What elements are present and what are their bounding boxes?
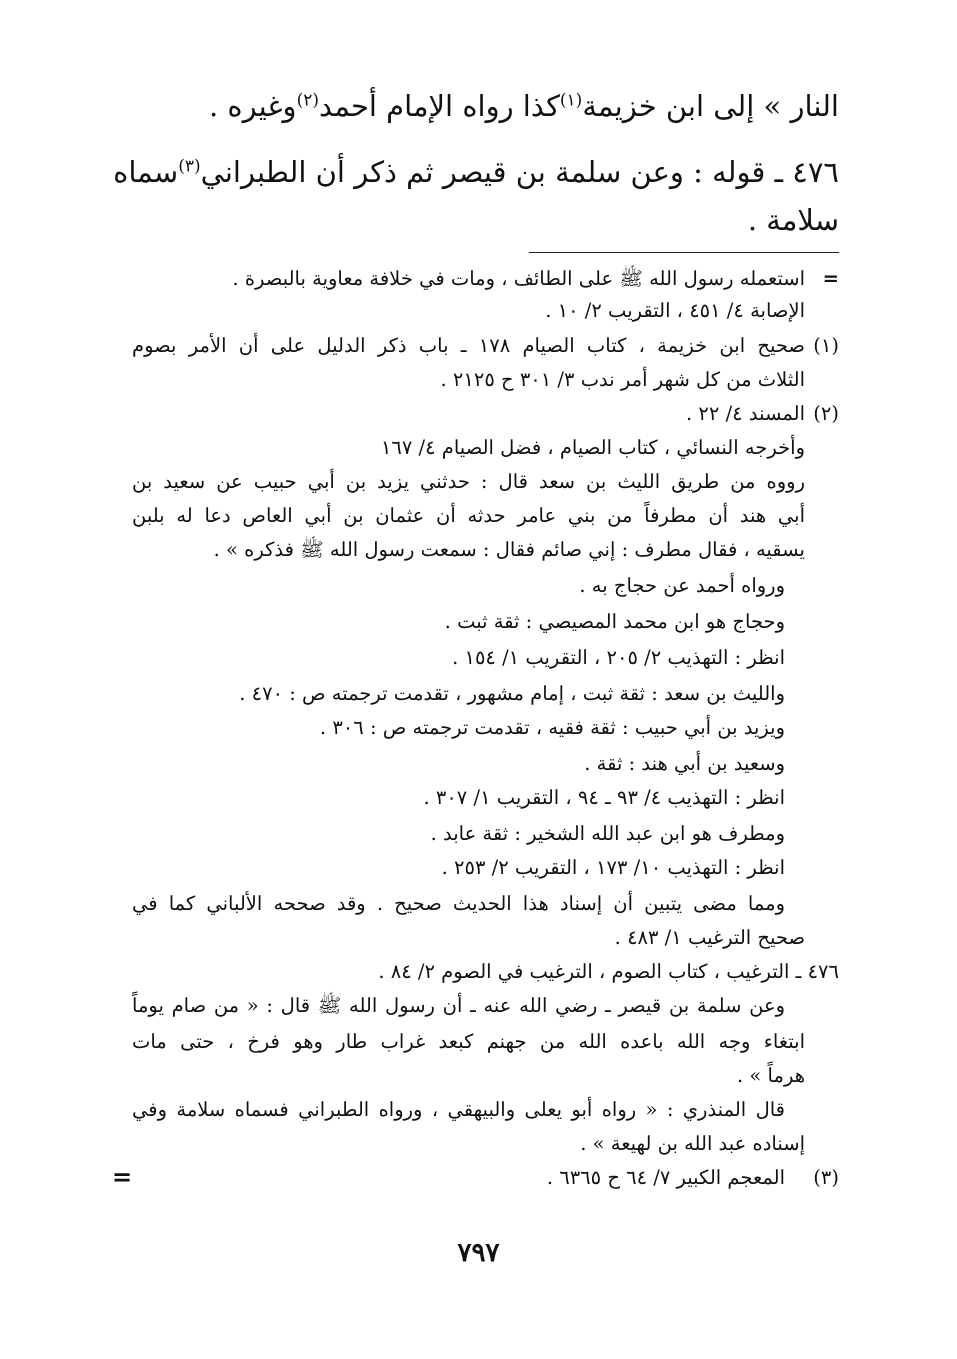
footnote-line: ويزيد بن أبي حبيب : ثقة فقيه ، تقدمت ترجمته ص : ٣٠٦ . bbox=[319, 716, 785, 739]
footnote-line: استعمله رسول الله ﷺ على الطائف ، ومات في خلافة معاوية بالبصرة . bbox=[232, 267, 805, 290]
footnote-line: انظر : التهذيب ٢/ ٢٠٥ ، التقريب ١/ ١٥٤ . bbox=[452, 646, 785, 669]
footnote-line: قال المنذري : « رواه أبو يعلى والبيهقي ، ورواه الطبراني فسماه سلامة وفي bbox=[132, 1098, 786, 1121]
footnote-line: أبي هند أن مطرفاً من بني عامر حدثه أن عثمان بن أبي العاص دعا له بلبن bbox=[132, 504, 805, 527]
footnote-line: انظر : التهذيب ٤/ ٩٣ ـ ٩٤ ، التقريب ١/ ٣٠٧ . bbox=[423, 786, 785, 809]
footnote-line: المعجم الكبير ٧/ ٦٤ ح ٦٣٦٥ . bbox=[546, 1166, 785, 1189]
main-text-segment: وغيره . bbox=[209, 89, 297, 123]
footnote-ref-3: (٣) bbox=[178, 156, 201, 177]
main-text-line-3: سلامة . bbox=[747, 203, 839, 237]
footnote-line: ومطرف هو ابن عبد الله الشخير : ثقة عابد . bbox=[430, 822, 785, 845]
main-text-line-2 bbox=[113, 152, 839, 192]
footnote-line: يسقيه ، فقال مطرف : إني صائم فقال : سمعت رسول الله ﷺ فذكره » . bbox=[213, 538, 805, 561]
footnote-line: هرماً » . bbox=[737, 1064, 805, 1087]
footnote-line: إسناده عبد الله بن لهيعة » . bbox=[580, 1132, 805, 1155]
footnote-line: ومما مضى يتبين أن إسناد هذا الحديث صحيح . وقد صححه الألباني كما في bbox=[132, 892, 785, 915]
footnote-separator bbox=[529, 252, 839, 253]
continuation-marker: = bbox=[822, 267, 839, 290]
continuation-next-marker: = bbox=[112, 1162, 133, 1191]
footnote-ref-2: (٢) bbox=[296, 90, 319, 111]
main-text-line-1 bbox=[209, 86, 839, 126]
footnote-line: رووه من طريق الليث بن سعد قال : حدثني يزيد بن أبي حبيب عن سعيد بن bbox=[132, 470, 805, 493]
footnote-line: المسند ٤/ ٢٢ . bbox=[686, 402, 805, 425]
footnote-line: صحيح ابن خزيمة ، كتاب الصيام ١٧٨ ـ باب ذكر الدليل على أن الأمر بصوم bbox=[132, 334, 805, 357]
page-number: ٧٩٧ bbox=[457, 1238, 500, 1268]
footnote-ref-1: (١) bbox=[559, 90, 583, 111]
footnote-number-2: (٢) bbox=[813, 402, 839, 425]
footnote-number-3: (٣) bbox=[813, 1166, 839, 1189]
footnote-line: وعن سلمة بن قيصر ـ رضي الله عنه ـ أن رسول الله ﷺ قال : « من صام يوماً bbox=[132, 994, 785, 1017]
main-text-segment: ٤٧٦ ـ قوله : وعن سلمة بن قيصر ثم ذكر أن الطبراني bbox=[200, 155, 839, 189]
footnote-line: الإصابة ٤/ ٤٥١ ، التقريب ٢/ ١٠ . bbox=[545, 299, 805, 322]
footnote-line: ابتغاء وجه الله باعده الله من جهنم كبعد غراب طار وهو فرخ ، حتى مات bbox=[132, 1030, 805, 1053]
main-text-segment: كذا رواه الإمام أحمد bbox=[318, 89, 560, 123]
main-text-segment: النار » إلى ابن خزيمة bbox=[582, 89, 839, 123]
footnote-line: وأخرجه النسائي ، كتاب الصيام ، فضل الصيام ٤/ ١٦٧ bbox=[380, 436, 805, 459]
footnote-line: صحيح الترغيب ١/ ٤٨٣ . bbox=[614, 926, 805, 949]
footnote-line: والليث بن سعد : ثقة ثبت ، إمام مشهور ، تقدمت ترجمته ص : ٤٧٠ . bbox=[239, 682, 785, 705]
footnote-line: وسعيد بن أبي هند : ثقة . bbox=[584, 752, 785, 775]
footnote-line: وحجاج هو ابن محمد المصيصي : ثقة ثبت . bbox=[444, 610, 785, 633]
footnote-line: انظر : التهذيب ١٠/ ١٧٣ ، التقريب ٢/ ٢٥٣ . bbox=[441, 856, 785, 879]
footnote-line: الثلاث من كل شهر أمر ندب ٣/ ٣٠١ ح ٢١٢٥ . bbox=[440, 368, 805, 391]
footnote-number-1: (١) bbox=[813, 334, 839, 357]
footnote-line: ٤٧٦ ـ الترغيب ، كتاب الصوم ، الترغيب في الصوم ٢/ ٨٤ . bbox=[378, 960, 839, 983]
footnote-line: ورواه أحمد عن حجاج به . bbox=[579, 574, 785, 597]
main-text-segment: سماه bbox=[113, 155, 179, 189]
